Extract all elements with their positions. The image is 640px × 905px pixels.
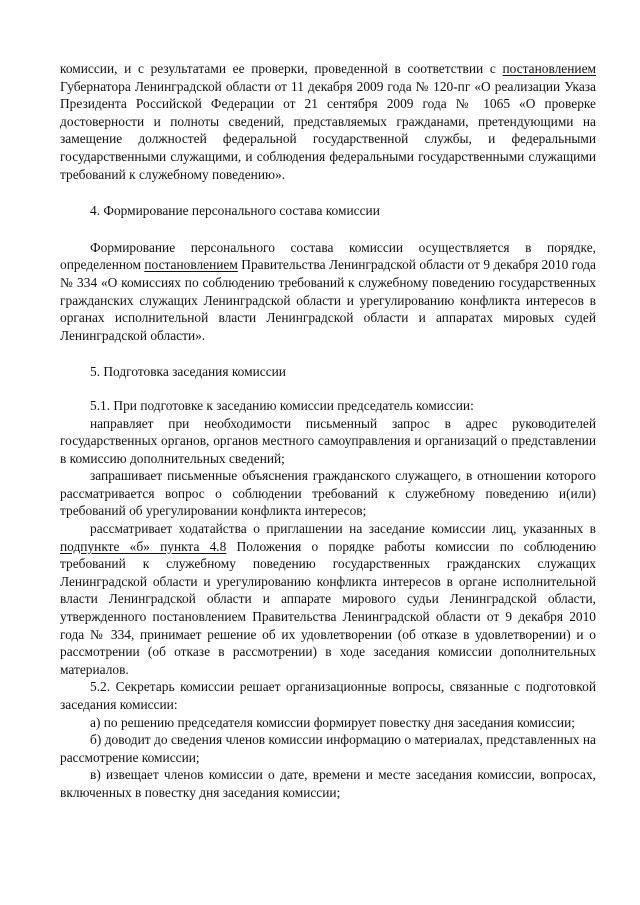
paragraph-5-1-request: направляет при необходимости письменный запрос в адрес руководителей государственных органов, органов местного самоуправления и организаций о представлении в комиссию дополнительных сведений; bbox=[60, 415, 596, 466]
paragraph-commission-verification bbox=[60, 60, 596, 183]
document-page bbox=[60, 60, 596, 802]
link-subparagraph-b-4-8[interactable]: подпункте «б» пункта 4.8 bbox=[60, 538, 227, 554]
text-segment: комиссии, и с результатами ее проверки, проведенной в соответствии с bbox=[60, 61, 503, 76]
link-governor-resolution[interactable]: постановлением bbox=[502, 61, 596, 76]
paragraph-5-2-a: а) по решению председателя комиссии формирует повестку дня заседания комиссии; bbox=[90, 714, 575, 730]
link-government-resolution[interactable]: постановлением bbox=[144, 257, 238, 273]
text-segment: Правительства Ленинградской области от 9 декабря 2010 года № 334 «О комиссиях по соблюдению требований к служебному поведению государственных гражданских служащих Ленинградской области и урегулированию конфликта интересов в органах исполнительной власти Ленинградской области и аппаратах мировых судей Ленинградской области». bbox=[60, 257, 596, 343]
paragraph-5-1-petitions bbox=[60, 520, 596, 678]
paragraph-5-1: 5.1. При подготовке к заседанию комиссии председатель комиссии: bbox=[90, 397, 474, 413]
paragraph-5-2-c: в) извещает членов комиссии о дате, времени и месте заседания комиссии, вопросах, включенных в повестку дня заседания комиссии; bbox=[60, 767, 596, 800]
paragraph-5-2-b: б) доводит до сведения членов комиссии информацию о материалах, представленных на рассмотрение комиссии; bbox=[60, 732, 596, 765]
section-heading-5: 5. Подготовка заседания комиссии bbox=[90, 364, 286, 380]
paragraph-commission-composition bbox=[60, 239, 596, 345]
text-segment: рассматривает ходатайства о приглашении на заседание комиссии лиц, указанных в bbox=[90, 521, 596, 537]
text-segment: Формирование персонального состава комиссии осуществляется в порядке, определенном bbox=[60, 239, 596, 273]
text-segment: Положения о порядке работы комиссии по соблюдению требований к служебному поведению государственных гражданских служащих Ленинградской области и урегулированию конфликта интересов в органе исполнительной власти Ленинградской области и аппарате мирового судьи Ленинградской области, утвержденного постановлением Правительства Ленинградской области от 9 декабря 2010 года № 334, принимает решение об их удовлетворении (об отказе в удовлетворении) и о рассмотрении (об отказе в рассмотрении) в ходе заседания комиссии дополнительных материалов. bbox=[60, 538, 596, 677]
text-segment: Губернатора Ленинградской области от 11 декабря 2009 года № 120-пг «О реализации Указа Президента Российской Федерации от 21 сентября 2009 года № 1065 «О проверке достоверности и полноты сведений, представляемых гражданами, претендующими на замещение должностей федеральной государственной службы, и федеральными государственными служащими, и соблюдения федеральными государственными служащими требований к служебному поведению». bbox=[60, 78, 596, 182]
paragraph-5-1-explanations: запрашивает письменные объяснения гражданского служащего, в отношении которого рассматривается вопрос о соблюдении требований к служебному поведению и(или) требований об урегулировании конфликта интересов; bbox=[60, 468, 596, 519]
paragraph-5-2: 5.2. Секретарь комиссии решает организационные вопросы, связанные с подготовкой заседания комиссии: bbox=[60, 679, 596, 712]
section-heading-4: 4. Формирование персонального состава комиссии bbox=[90, 203, 380, 219]
